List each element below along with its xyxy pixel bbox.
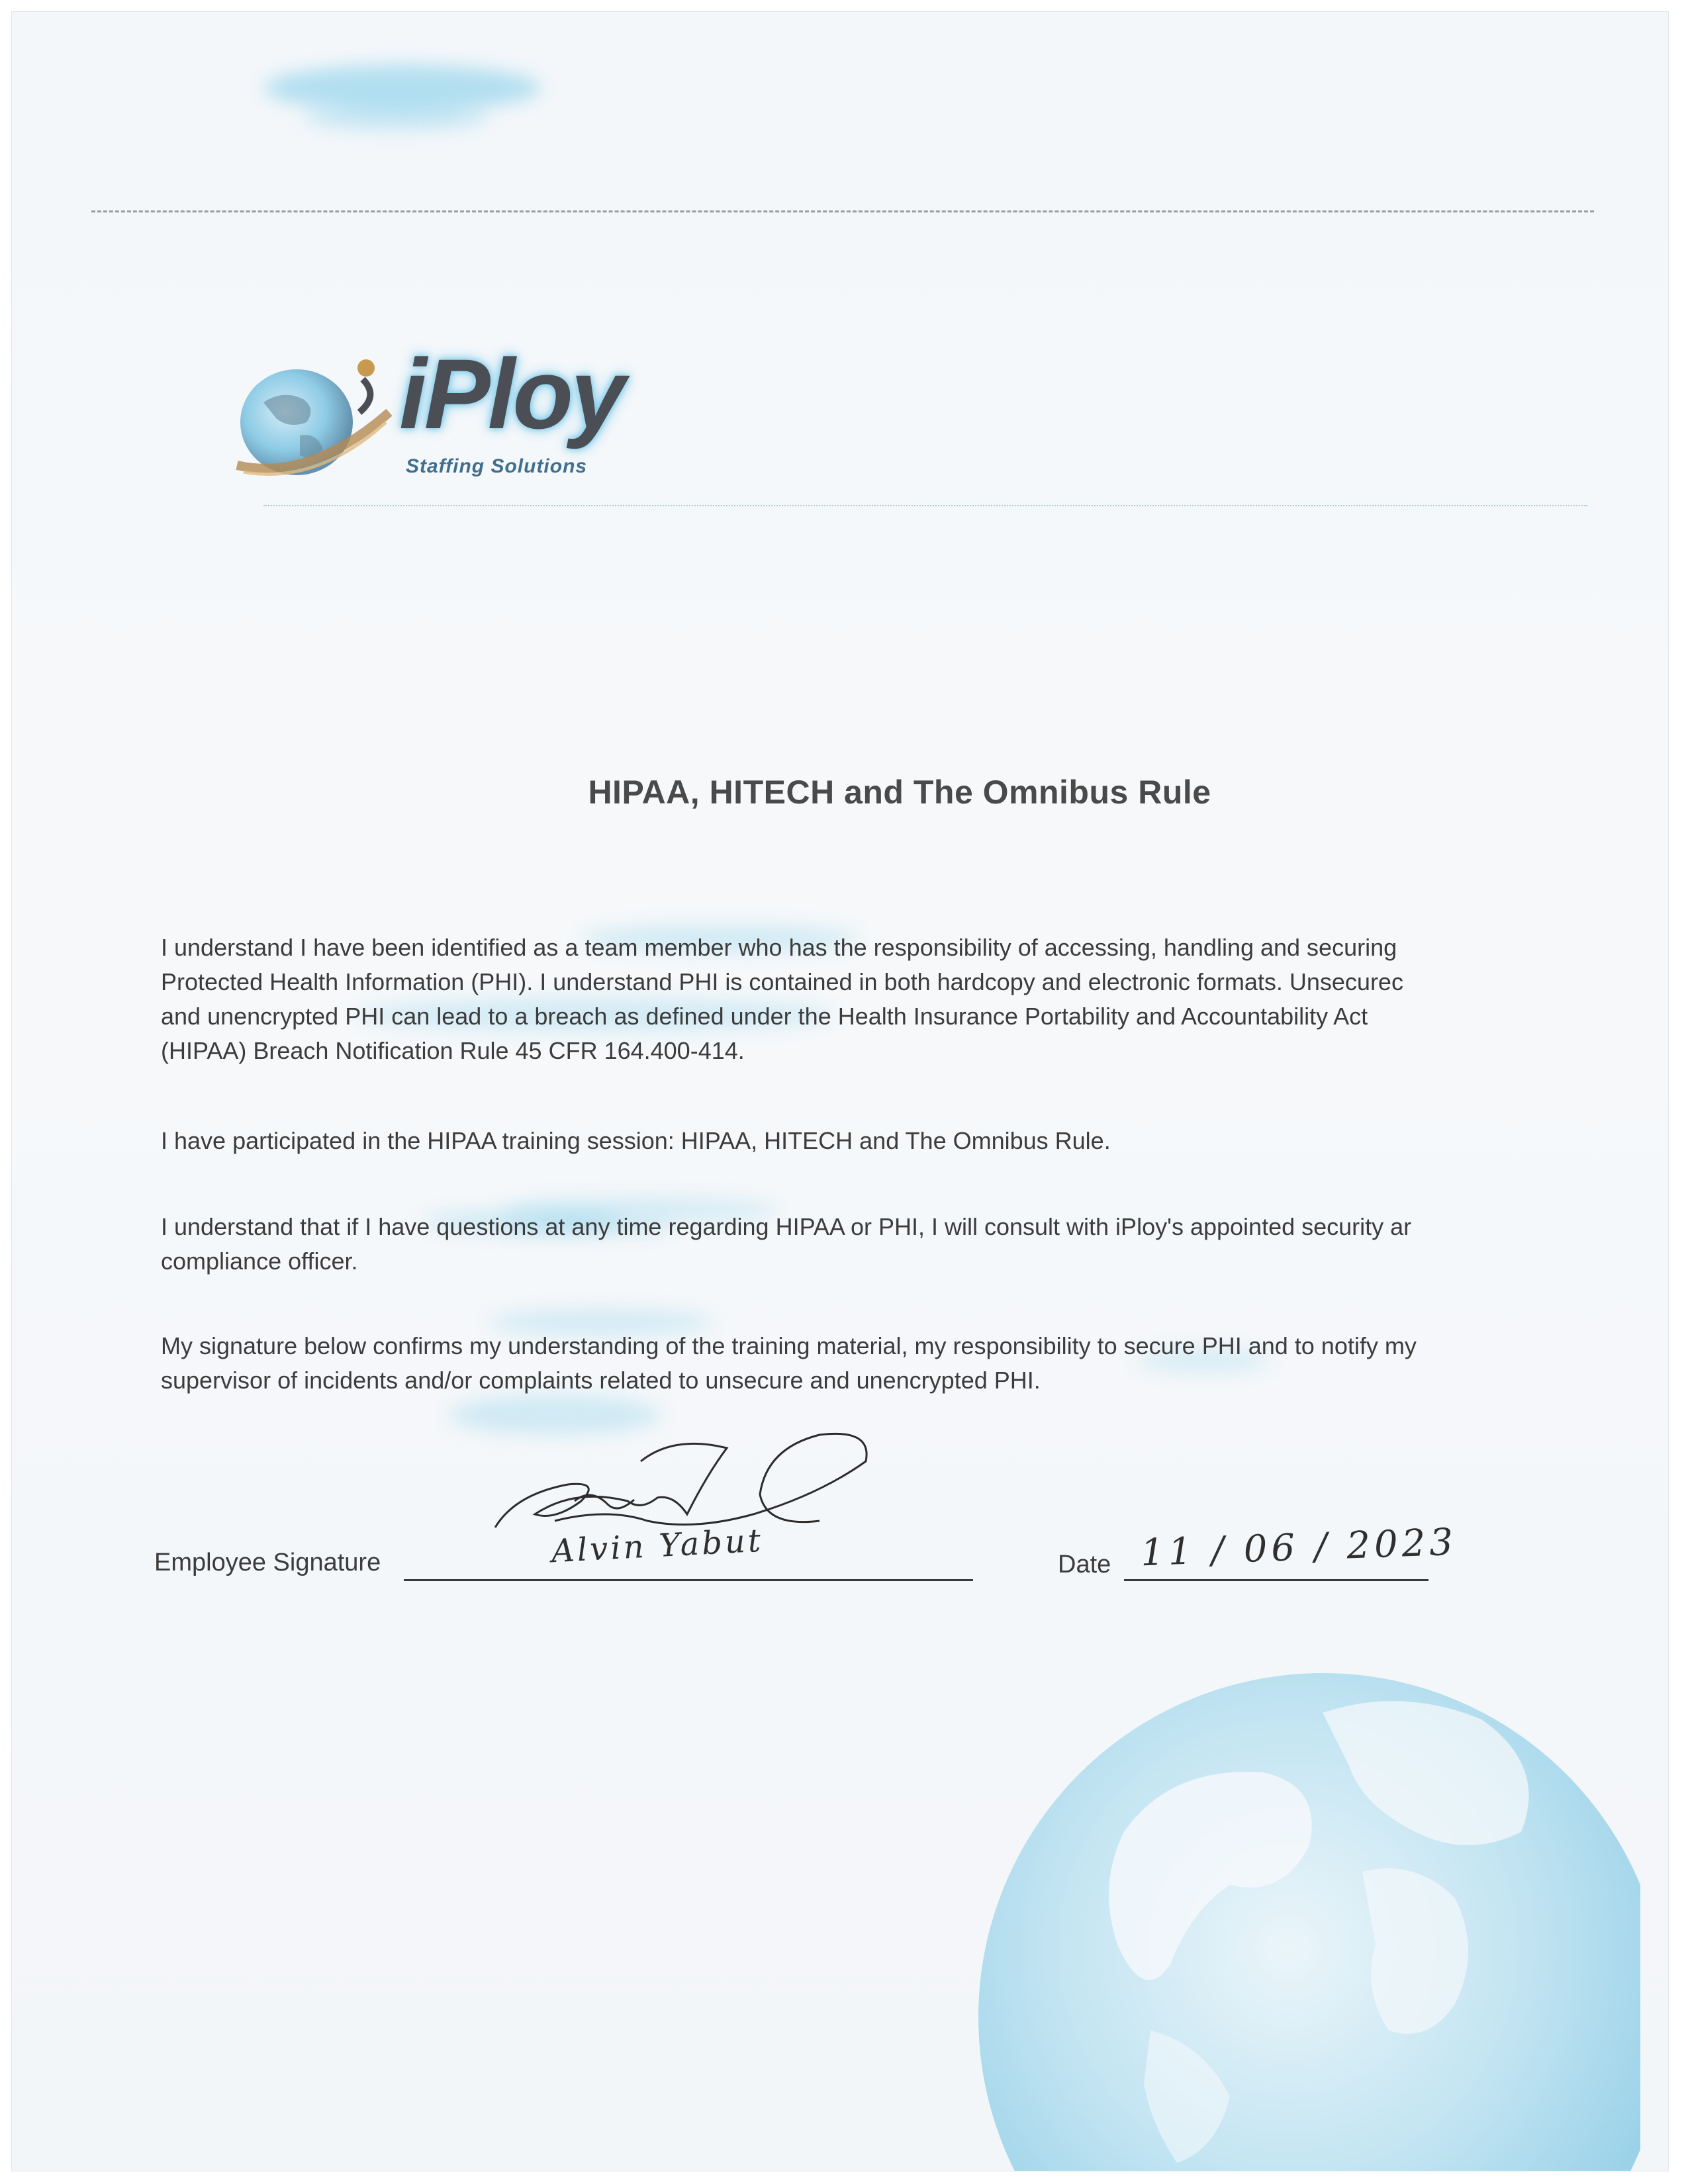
- paragraph-acknowledgement: [161, 931, 1644, 1068]
- logo-rule: [263, 505, 1587, 506]
- date-label: Date: [1058, 1551, 1111, 1578]
- logo-wordmark: iPloy: [399, 338, 624, 449]
- signature-printed-name: Alvin Yabut: [550, 1522, 765, 1570]
- paragraph-line: supervisor of incidents and/or complaints related to unsecure and unencrypted PHI.: [161, 1367, 1041, 1394]
- paragraph-line: I understand I have been identified as a team member who has the responsibility of accessing, handling and securing: [161, 934, 1397, 961]
- paragraph-line: My signature below confirms my understanding of the training material, my responsibility to secure PHI and to notify my: [161, 1332, 1417, 1359]
- paragraph-line: (HIPAA) Breach Notification Rule 45 CFR 164.400-414.: [161, 1037, 745, 1064]
- globe-logo-icon: [224, 349, 402, 488]
- globe-watermark-icon: [952, 1633, 1640, 2171]
- paragraph-line: and unencrypted PHI can lead to a breach as defined under the Health Insurance Portability and Accountability Act: [161, 1003, 1368, 1030]
- signature-label: Employee Signature: [154, 1549, 381, 1576]
- paragraph-line: I understand that if I have questions at any time regarding HIPAA or PHI, I will consult with iPloy's appointed security ar: [161, 1213, 1412, 1240]
- date-value: 11 / 06 / 2023: [1140, 1520, 1458, 1575]
- document-title: HIPAA, HITECH and The Omnibus Rule: [588, 774, 1211, 811]
- date-line: [1124, 1579, 1429, 1581]
- paragraph-training: [161, 1124, 1644, 1158]
- toner-smudge: [303, 105, 489, 131]
- logo-tagline: Staffing Solutions: [406, 455, 588, 477]
- paragraph-line: compliance officer.: [161, 1248, 358, 1275]
- document-page: [12, 12, 1668, 2171]
- signature-line: [404, 1579, 973, 1581]
- paragraph-line: Protected Health Information (PHI). I understand PHI is contained in both hardcopy and electronic formats. Unsecurec: [161, 968, 1403, 995]
- header-rule: [91, 210, 1594, 212]
- paragraph-line: I have participated in the HIPAA training session: HIPAA, HITECH and The Omnibus Rule.: [161, 1127, 1111, 1154]
- paragraph-questions: [161, 1210, 1644, 1279]
- company-logo: [224, 336, 700, 508]
- paragraph-confirmation: [161, 1329, 1644, 1398]
